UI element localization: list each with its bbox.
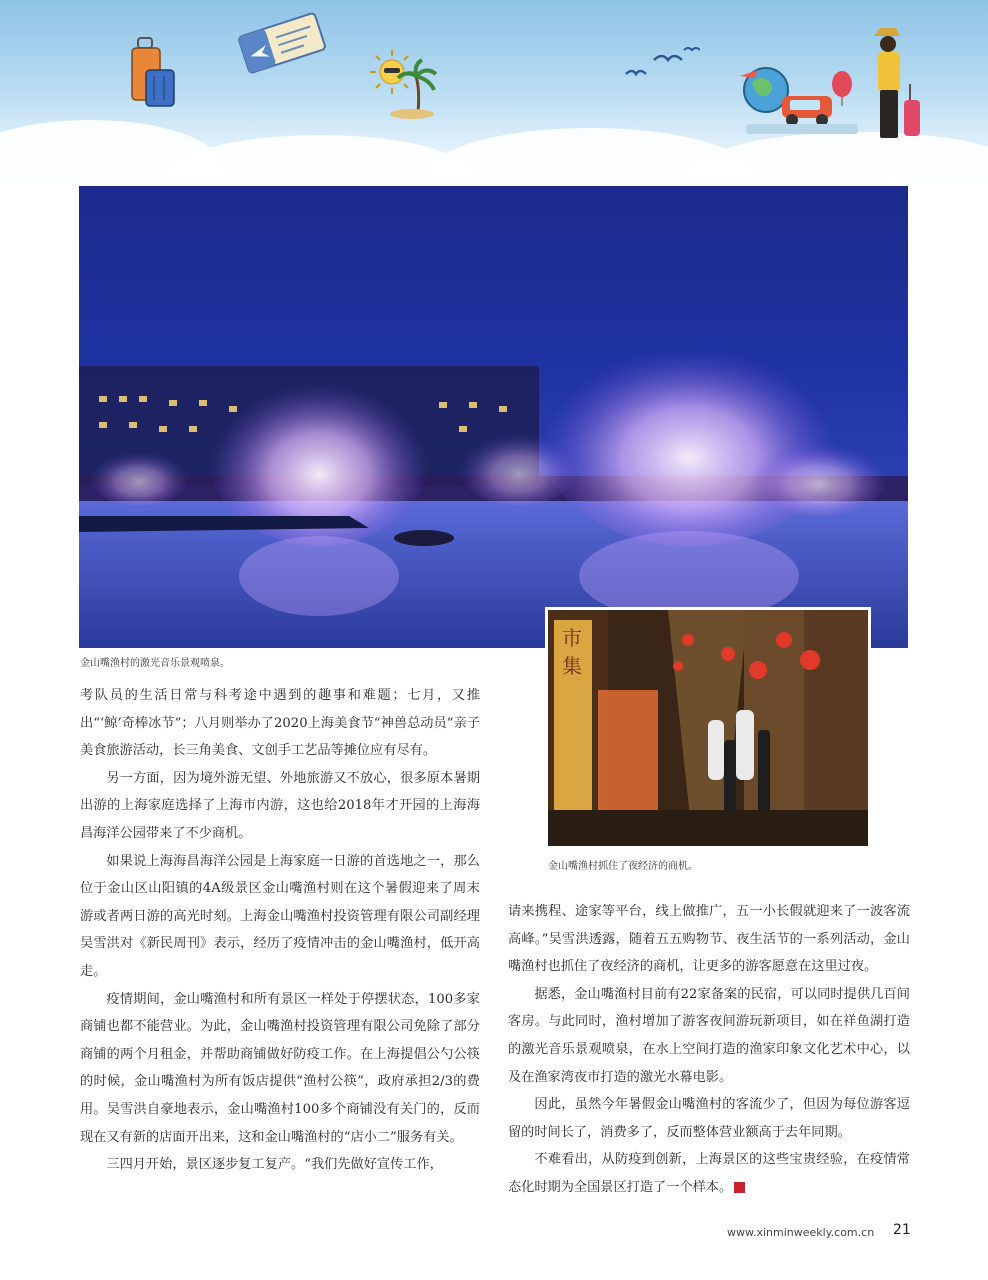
paragraph: 考队员的生活日常与科考途中遇到的趣事和难题；七月，又推出“‘鲸’奇棒冰节”；八月则举办了2020上海美食节“神兽总动员”亲子美食旅游活动，长三角美食、文创手工艺品等摊位应有尽有。 (80, 688, 480, 759)
page-number: 21 (893, 1222, 911, 1238)
inset-photo-caption: 金山嘴渔村抓住了夜经济的商机。 (548, 861, 698, 872)
inset-photo-night-market (545, 607, 871, 849)
suitcase-icon (128, 36, 184, 110)
header-banner (0, 0, 988, 200)
footer-url[interactable]: www.xinminweekly.com.cn (727, 1226, 875, 1239)
inset-signboard: 市集 (562, 626, 582, 678)
traveler-figure-icon (866, 24, 926, 148)
main-photo-fountain (79, 186, 908, 648)
paragraph: 如果说上海海昌海洋公园是上海家庭一日游的首选地之一，那么位于金山区山阳镇的4A级景区金山嘴渔村则在这个暑假迎来了周末游或者两日游的高光时刻。上海金山嘴渔村投资管理有限公司副经理吴雪洪对《新民周刊》表示，经历了疫情冲击的金山嘴渔村，低开高走。 (80, 853, 480, 979)
sun-palm-island-icon (366, 46, 446, 120)
left-column (80, 682, 480, 1179)
night-market-illustration (548, 610, 868, 846)
paragraph (508, 1146, 910, 1201)
main-photo-caption: 金山嘴渔村的激光音乐景观喷泉。 (80, 658, 230, 669)
paragraph: 另一方面，因为境外游无望、外地旅游又不放心，很多原本暑期出游的上海家庭选择了上海市内游，这也给2018年才开园的上海海昌海洋公园带来了不少商机。 (80, 770, 480, 841)
paragraph: 疫情期间，金山嘴渔村和所有景区一样处于停摆状态，100多家商铺也都不能营业。为此，金山嘴渔村投资管理有限公司免除了部分商铺的两个月租金，并帮助商铺做好防疫工作。在上海提倡公勺公筷的时候，金山嘴渔村为所有饭店提供“渔村公筷”，政府承担2/3的费用。吴雪洪自豪地表示，金山嘴渔村100多个商铺没有关门的，反而现在又有新的店面开出来，这和金山嘴渔村的“店小二”服务有关。 (80, 991, 480, 1145)
fountain-illustration (79, 186, 908, 648)
closing-text: 不难看出，从防疫到创新，上海景区的这些宝贵经验，在疫情常态化时期为全国景区打造了一个样本。 (508, 1152, 910, 1195)
birds-icon (620, 44, 700, 84)
paragraph: 据悉，金山嘴渔村目前有22家备案的民宿，可以同时提供几百间客房。与此同时，渔村增加了游客夜间游玩新项目，如在祥鱼湖打造的激光音乐景观喷泉，在水上空间打造的渔家印象文化艺术中心，以及在渔家湾夜市打造的激光水幕电影。 (508, 986, 910, 1085)
end-mark-icon: 民 (734, 1182, 745, 1193)
paragraph: 三四月开始，景区逐步复工复产。“我们先做好宣传工作， (106, 1157, 443, 1173)
paragraph: 因此，虽然今年暑假金山嘴渔村的客流少了，但因为每位游客逗留的时间长了，消费多了，反而整体营业额高于去年同期。 (508, 1097, 910, 1140)
ticket-icon (236, 8, 328, 78)
right-column (508, 898, 910, 1202)
travel-globe-car-icon (736, 60, 862, 140)
paragraph: 请来携程、途家等平台，线上做推广，五一小长假就迎来了一波客流高峰。”吴雪洪透露，随着五五购物节、夜生活节的一系列活动，金山嘴渔村也抓住了夜经济的商机，让更多的游客愿意在这里过夜。 (508, 904, 910, 975)
